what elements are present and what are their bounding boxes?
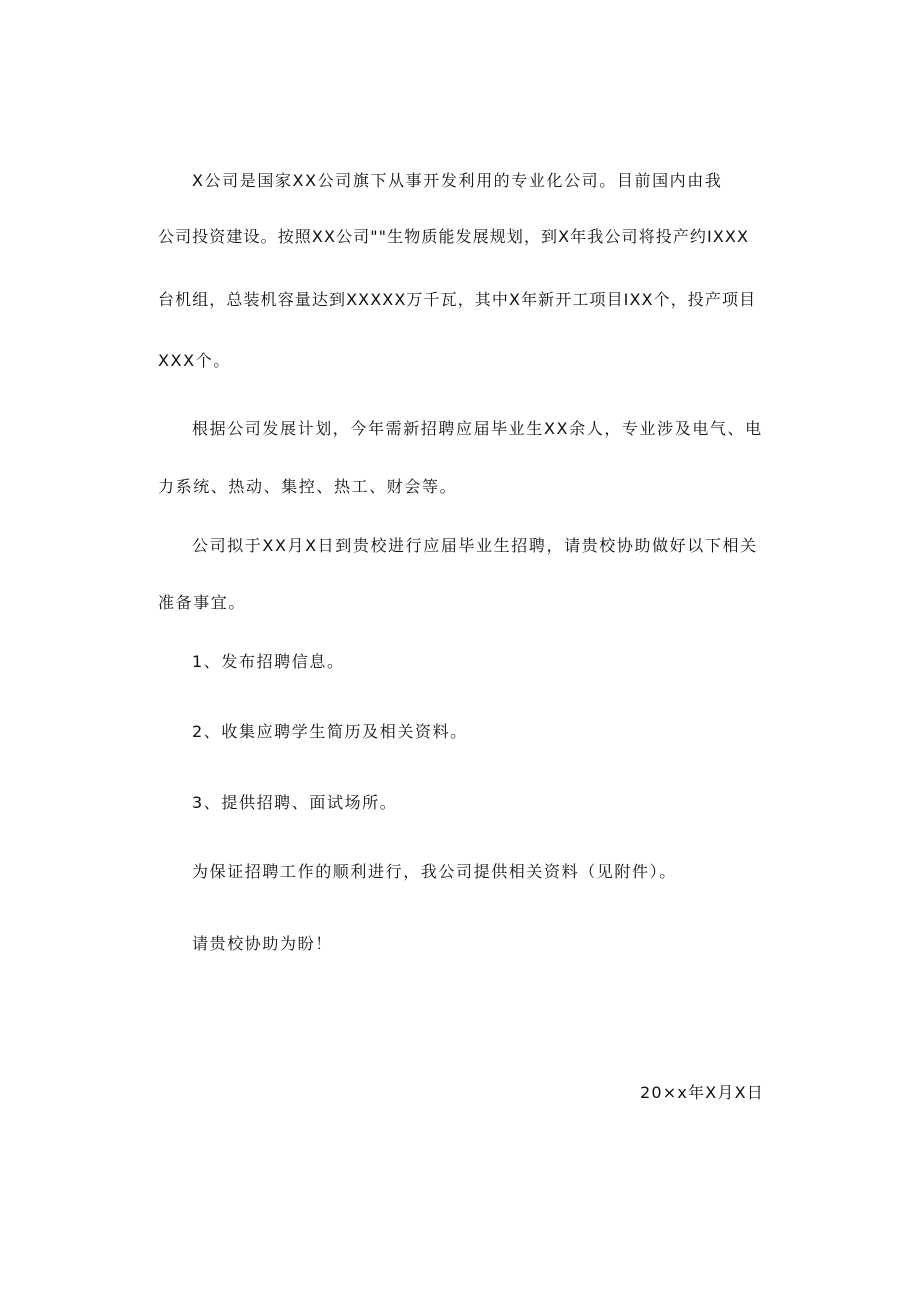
letter-date: 20×x年X月X日 <box>640 1083 764 1102</box>
plan-paragraph-line-1: 根据公司发展计划，今年需新招聘应届毕业生XX余人，专业涉及电气、电 <box>192 419 763 438</box>
intro-paragraph-line-3: 台机组，总装机容量达到XXXXX万千瓦，其中X年新开工项目IXX个，投产项目 <box>158 290 757 309</box>
list-item: 2、收集应聘学生简历及相关资料。 <box>192 722 468 741</box>
closing-paragraph: 为保证招聘工作的顺利进行，我公司提供相关资料（见附件）。 <box>192 862 677 881</box>
request-paragraph-line-1: 公司拟于XX月X日到贵校进行应届毕业生招聘，请贵校协助做好以下相关 <box>192 536 758 555</box>
intro-paragraph-line-2: 公司投资建设。按照XX公司""生物质能发展规划，到X年我公司将投产约IXXX <box>158 227 750 246</box>
intro-paragraph-line-4: XXX个。 <box>158 351 231 370</box>
list-item: 3、提供招聘、面试场所。 <box>192 793 398 812</box>
closing-request: 请贵校协助为盼！ <box>192 934 333 953</box>
plan-paragraph-line-2: 力系统、热动、集控、热工、财会等。 <box>158 477 458 496</box>
list-item: 1、发布招聘信息。 <box>192 652 345 671</box>
request-paragraph-line-2: 准备事宜。 <box>158 593 247 612</box>
intro-paragraph-line-1: X公司是国家XX公司旗下从事开发利用的专业化公司。目前国内由我 <box>192 171 723 190</box>
